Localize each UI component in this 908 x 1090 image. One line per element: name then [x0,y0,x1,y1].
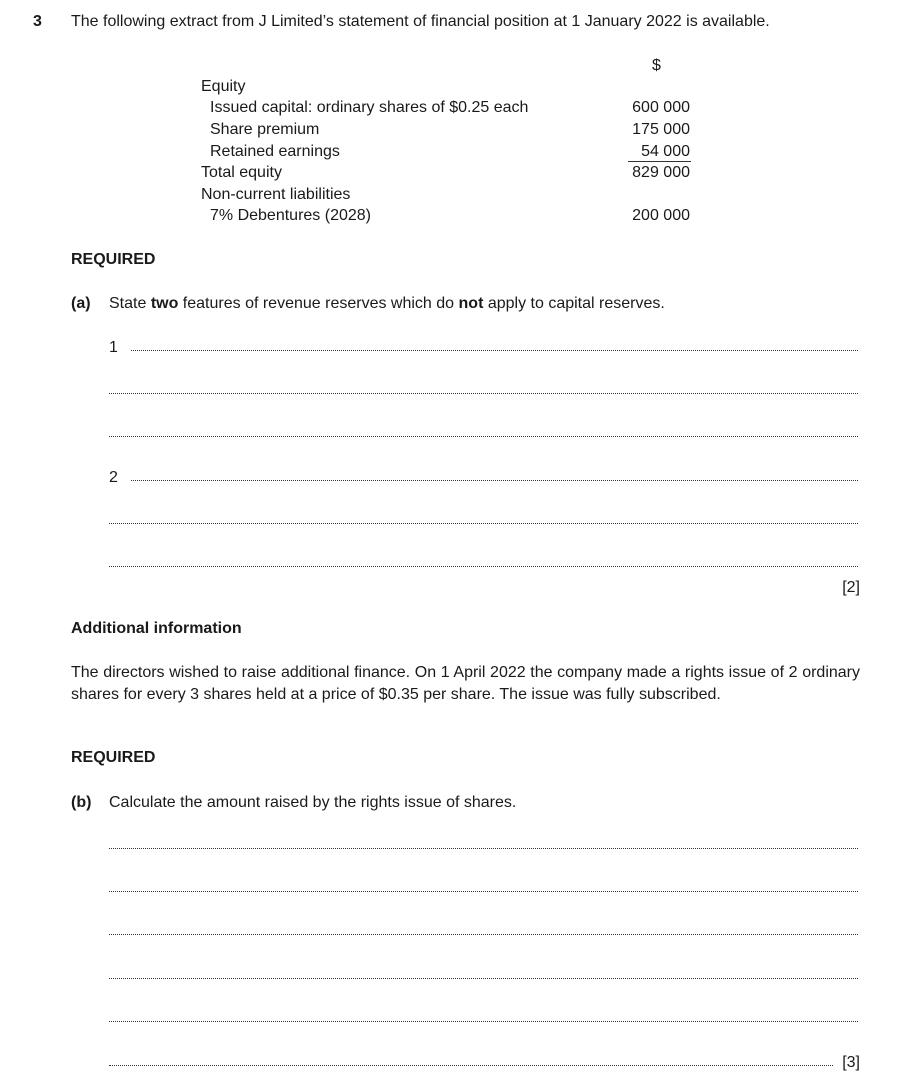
row-value-retained-earnings: 54 000 [641,143,690,160]
row-value-debentures: 200 000 [632,207,690,224]
answer-line[interactable] [109,848,858,849]
additional-info-heading: Additional information [71,620,242,637]
answer-line[interactable] [131,350,858,351]
answer-line[interactable] [109,436,858,437]
subtotal-rule [628,161,691,162]
part-a-marks: [2] [842,579,860,596]
row-label-equity: Equity [201,78,246,95]
row-label-retained-earnings: Retained earnings [210,143,340,160]
part-a-question: State two features of revenue reserves which do not apply to capital reserves. [109,295,665,312]
currency-header: $ [652,57,661,74]
row-label-issued-capital: Issued capital: ordinary shares of $0.25 each [210,99,529,116]
row-value-total-equity: 829 000 [632,164,690,181]
answer-line[interactable] [109,978,858,979]
answer-number-1: 1 [109,339,118,356]
answer-line[interactable] [131,480,858,481]
required-heading-a: REQUIRED [71,251,156,268]
required-heading-b: REQUIRED [71,749,156,766]
row-value-issued-capital: 600 000 [632,99,690,116]
answer-line[interactable] [109,566,858,567]
row-label-non-current-liabilities: Non-current liabilities [201,186,351,203]
row-label-debentures: 7% Debentures (2028) [210,207,371,224]
answer-line[interactable] [109,393,858,394]
row-label-share-premium: Share premium [210,121,320,138]
part-b-question: Calculate the amount raised by the rights issue of shares. [109,794,517,811]
part-b-marks: [3] [842,1054,860,1071]
answer-line[interactable] [109,1021,858,1022]
row-value-share-premium: 175 000 [632,121,690,138]
answer-line[interactable] [109,1065,833,1066]
part-a-label: (a) [71,295,91,312]
answer-line[interactable] [109,934,858,935]
answer-line[interactable] [109,523,858,524]
question-number: 3 [33,13,42,30]
answer-number-2: 2 [109,469,118,486]
row-label-total-equity: Total equity [201,164,282,181]
additional-info-text: The directors wished to raise additional finance. On 1 April 2022 the company made a rights issue of 2 ordinary shares for every 3 shares held at a price of $0.35 per share. The issue was fully subscribed. [71,664,860,703]
part-b-label: (b) [71,794,92,811]
question-intro: The following extract from J Limited’s statement of financial position at 1 January 2022 is available. [71,13,770,30]
answer-line[interactable] [109,891,858,892]
